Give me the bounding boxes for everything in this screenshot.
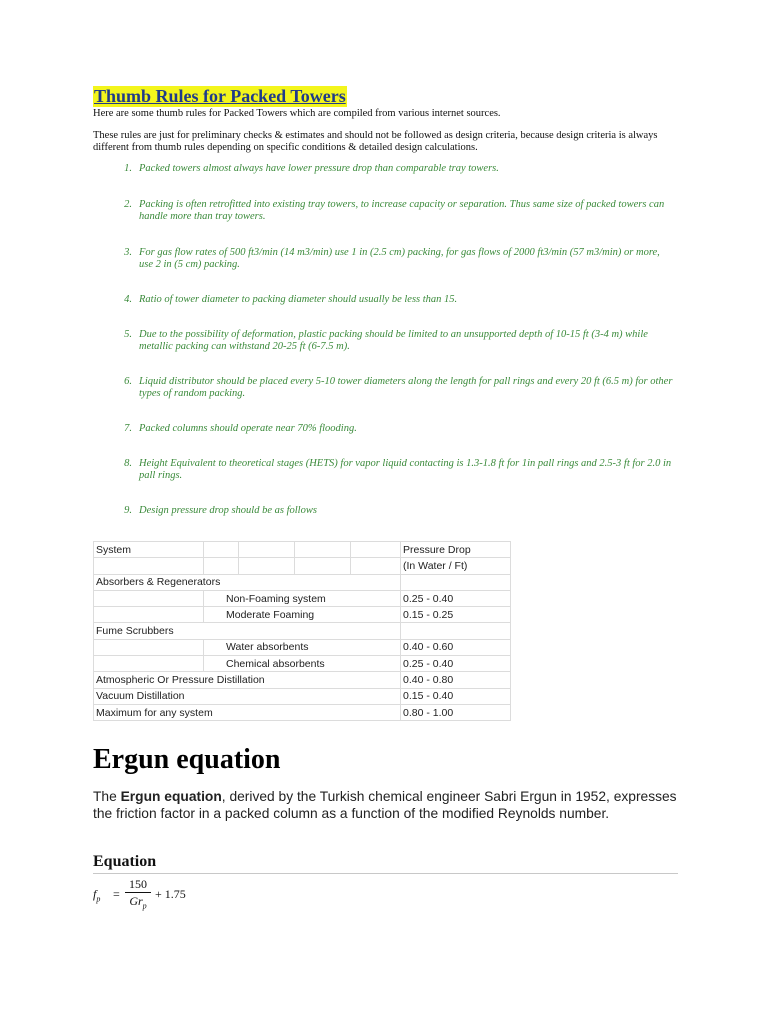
rule-text: Height Equivalent to theoretical stages (HETS) for vapor liquid contacting is 1.3-1.8 ft for 1in pall rings and 2.5-3 ft for 2.0 in pall rings. [139,458,672,481]
rule-number: 5. [124,329,132,340]
table-header-row [94,558,511,574]
table-row-value: 0.15 - 0.40 [401,688,511,704]
table-row [94,656,511,672]
formula-rest: + 1.75 [155,887,186,901]
table-row-label: Water absorbents [204,639,401,655]
table-row-label: Chemical absorbents [204,656,401,672]
table-row [94,672,511,688]
table-row-value: 0.40 - 0.60 [401,639,511,655]
table-row [94,688,511,704]
rule-text: For gas flow rates of 500 ft3/min (14 m3/min) use 1 in (2.5 cm) packing, for gas flows of 2000 ft3/min (57 m3/min) or more, use 2 in (5 cm) packing. [139,247,660,270]
rule-text: Design pressure drop should be as follows [139,505,317,516]
table-row-value: 0.80 - 1.00 [401,704,511,720]
table-row [94,590,511,606]
rule-number: 9. [124,505,132,516]
section-divider [93,873,678,874]
rule-text: Packed columns should operate near 70% flooding. [139,423,357,434]
formula-denominator: $Gr_p$ [129,894,147,911]
table-row-label: Fume Scrubbers [94,623,401,639]
ergun-description [93,788,693,822]
table-row-label: Non-Foaming system [204,590,401,606]
table-row [94,607,511,623]
table-row-value: 0.15 - 0.25 [401,607,511,623]
equation-heading: Equation [93,853,157,870]
formula-fraction [125,878,151,913]
table-row [94,623,511,639]
table-row-label: Moderate Foaming [204,607,401,623]
intro-paragraph-2: These rules are just for preliminary checks & estimates and should not be followed as design criteria, because design criteria is always different from thumb rules depending on specific conditions & detailed design calculations. [93,130,658,153]
rule-text: Packing is often retrofitted into existing tray towers, to increase capacity or separation. Thus same size of packed towers can handle more than tray towers. [139,199,665,222]
table-header-unit: (In Water / Ft) [401,558,511,574]
ergun-text-rest: , derived by the Turkish chemical engineer Sabri Ergun in 1952, expresses the friction factor in a packed column as a function of the modified Reynolds number. [93,789,677,821]
pressure-drop-table [93,541,511,721]
rule-text: Liquid distributor should be placed every 5-10 tower diameters along the length for pall rings and every 20 ft (6.5 m) for other types of random packing. [139,376,673,399]
rule-text: Ratio of tower diameter to packing diameter should usually be less than 15. [139,294,458,305]
table-row-label: Maximum for any system [94,704,401,720]
table-row-label: Absorbers & Regenerators [94,574,401,590]
formula-numerator: 150 [129,877,147,891]
fraction-bar [125,892,151,893]
table-row [94,574,511,590]
ergun-text-bold: Ergun equation [120,789,222,804]
table-header-row [94,542,511,558]
table-row-value: 0.25 - 0.40 [401,590,511,606]
rule-text: Due to the possibility of deformation, plastic packing should be limited to an unsupported depth of 10-15 ft (3-4 m) while metallic packing can withstand 20-25 ft (6-7.5 m). [139,329,648,352]
ergun-text-prefix: The [93,789,121,804]
rule-text: Packed towers almost always have lower pressure drop than comparable tray towers. [139,163,499,174]
intro-paragraph-1: Here are some thumb rules for Packed Towers which are compiled from various internet sources. [93,108,501,119]
formula-equals: = [113,887,120,901]
table-row-label: Atmospheric Or Pressure Distillation [94,672,401,688]
table-header-pressure-drop: Pressure Drop [401,542,511,558]
rule-number: 7. [124,423,132,434]
rule-number: 3. [124,247,132,258]
ergun-heading: Ergun equation [93,744,281,775]
table-row [94,704,511,720]
table-row-value [401,623,511,639]
rule-number: 8. [124,458,132,469]
table-row-value: 0.40 - 0.80 [401,672,511,688]
table-row [94,639,511,655]
table-header-system: System [94,542,204,558]
rule-number: 2. [124,199,132,210]
table-row-value [401,574,511,590]
rule-number: 1. [124,163,132,174]
table-row-value: 0.25 - 0.40 [401,656,511,672]
rule-number: 4. [124,294,132,305]
table-row-label: Vacuum Distillation [94,688,401,704]
page-title: Thumb Rules for Packed Towers [94,86,346,106]
formula-lhs: $f_p$ [93,887,101,904]
rule-number: 6. [124,376,132,387]
